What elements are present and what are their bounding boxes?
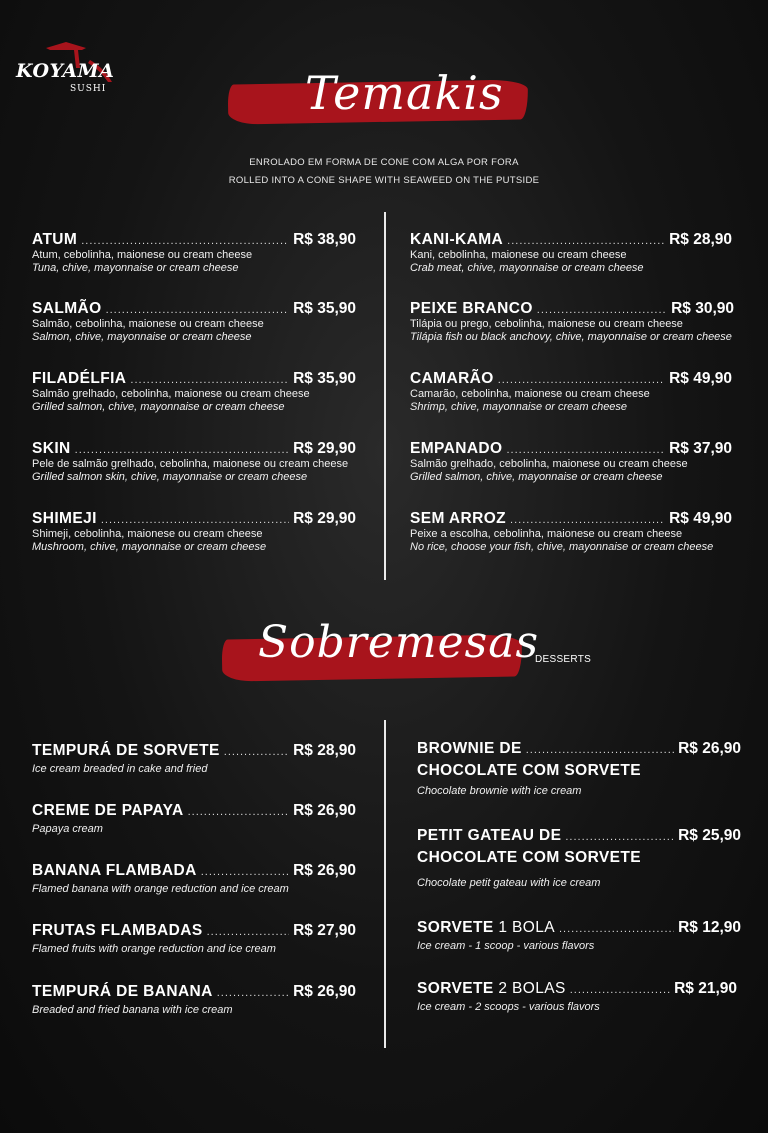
item-header [410,440,732,458]
price-text: R$ 25,90 [678,827,741,844]
en-text: Ice cream - 1 scoop - various flavors [417,940,595,952]
text-text: SORVETE [417,919,494,936]
menu-item [32,922,356,956]
price-text: R$ 35,90 [293,300,356,317]
pt-text: Salmão grelhado, cebolinha, maionese ou cream cheese [410,458,688,470]
en-text: Chocolate brownie with ice cream [417,785,582,797]
pt-text: Shimeji, cebolinha, maionese ou cream cheese [32,528,263,540]
en-text: Grilled salmon skin, chive, mayonnaise or cream cheese [32,470,308,483]
leader-dots [559,923,674,935]
item-header [410,510,732,528]
menu-item [410,300,734,343]
temakis-desc-en: ROLLED INTO A CONE SHAPE WITH SEAWEED ON THE PUTSIDE [228,175,540,186]
leader-dots [106,304,290,316]
koyama-logo [16,38,116,98]
en-text: Tilápia fish ou black anchovy, chive, mayonnaise or cream cheese [410,330,732,343]
temakis-divider [384,212,386,580]
logo-word: KOYAMA [16,60,115,82]
name-text: SHIMEJI [32,510,97,527]
name-text: SKIN [32,440,71,457]
price-text: R$ 37,90 [669,440,732,457]
item-header [417,980,737,998]
menu-item [32,862,356,896]
menu-item [32,510,356,553]
leader-dots [507,235,665,247]
en-text: Grilled salmon, chive, mayonnaise or cream cheese [410,470,663,483]
menu-item [410,440,732,483]
leader-dots [188,806,290,818]
name-text: PEIXE BRANCO [410,300,533,317]
en-text: Breaded and fried banana with ice cream [32,1004,233,1016]
item-header [32,922,356,940]
name-text: CREME DE PAPAYA [32,802,184,819]
menu-item [417,738,741,798]
leader-dots [506,444,665,456]
name-text: SALMÃO [32,300,102,317]
price-text: R$ 49,90 [669,510,732,527]
menu-item [32,983,356,1017]
price-text: R$ 38,90 [293,231,356,248]
sobremesas-subtitle: DESSERTS [535,654,592,665]
price-text: R$ 35,90 [293,370,356,387]
price-text: R$ 12,90 [678,919,741,936]
item-header [32,862,356,880]
menu-item [410,231,732,274]
price-text: R$ 28,90 [293,742,356,759]
leader-dots [201,866,289,878]
item-header [32,742,356,760]
name2-text: BROWNIE DE [417,740,522,757]
menu-item [410,510,732,553]
item-header [410,370,732,388]
name-text: ATUM [32,231,78,248]
name-text: FILADÉLFIA [32,370,127,387]
price-text: R$ 29,90 [293,440,356,457]
pt-text: Salmão grelhado, cebolinha, maionese ou cream cheese [32,388,310,400]
leader-dots [498,374,665,386]
item-header [410,231,732,249]
text-text: SORVETE [417,980,494,997]
menu-item [417,919,741,953]
price-text: R$ 26,90 [293,802,356,819]
leader-dots [217,987,289,999]
en-text: Crab meat, chive, mayonnaise or cream cheese [410,261,644,274]
price-text: R$ 27,90 [293,922,356,939]
sobremesas-title: Sobremesas [258,617,540,668]
leader-dots [207,926,290,938]
pt-text: Pele de salmão grelhado, cebolinha, maionese ou cream cheese [32,458,349,470]
name2-text: CHOCOLATE COM SORVETE [417,762,641,779]
temakis-desc-pt: ENROLADO EM FORMA DE CONE COM ALGA POR FORA [249,157,519,168]
name-text: TEMPURÁ DE SORVETE [32,742,220,759]
leader-dots [101,514,289,526]
leader-dots [75,444,289,456]
menu-item [417,825,741,890]
name-text: FRUTAS FLAMBADAS [32,922,203,939]
price-text: R$ 26,90 [678,740,741,757]
pt-text: Tilápia ou prego, cebolinha, maionese ou cream cheese [410,318,683,330]
leader-dots [565,831,674,843]
en-text: Grilled salmon, chive, mayonnaise or cream cheese [32,400,285,413]
price-text: R$ 30,90 [671,300,734,317]
leader-dots [130,374,289,386]
temakis-title: Temakis [305,66,504,120]
item-header [32,983,356,1001]
leader-dots [526,744,674,756]
name-text: BANANA FLAMBADA [32,862,197,879]
item-header [417,738,741,760]
price-text: R$ 26,90 [293,983,356,1000]
en-text: Flamed banana with orange reduction and ice cream [32,883,289,895]
pt-text: Camarão, cebolinha, maionese ou cream cheese [410,388,650,400]
price-text: R$ 26,90 [293,862,356,879]
menu-item [32,231,356,274]
name-text: TEMPURÁ DE BANANA [32,983,213,1000]
en-text: Flamed fruits with orange reduction and ice cream [32,943,276,955]
en-text: Tuna, chive, mayonnaise or cream cheese [32,261,239,274]
item-header [32,370,356,388]
menu-item [410,370,732,413]
name-text: CAMARÃO [410,370,494,387]
en-text: Mushroom, chive, mayonnaise or cream cheese [32,540,267,553]
price-text: R$ 29,90 [293,510,356,527]
en-text: No rice, choose your fish, chive, mayonnaise or cream cheese [410,540,714,553]
item-header [32,300,356,318]
en-text: Papaya cream [32,823,103,835]
leader-dots [510,514,665,526]
sobremesas-divider [384,720,386,1048]
menu-item [32,370,356,413]
logo-sub: SUSHI [70,84,107,94]
item-header [32,510,356,528]
pt-text: Peixe a escolha, cebolinha, maionese ou cream cheese [410,528,683,540]
leader-dots [81,235,289,247]
en-text: Salmon, chive, mayonnaise or cream cheese [32,330,252,343]
name-text: EMPANADO [410,440,503,457]
name2-text: CHOCOLATE COM SORVETE [417,849,641,866]
pt-text: Kani, cebolinha, maionese ou cream cheese [410,249,627,261]
menu-item [32,802,356,836]
menu-item [32,300,356,343]
en-text: Shrimp, chive, mayonnaise or cream cheese [410,400,628,413]
item-header [32,440,356,458]
menu-item [32,742,356,776]
item-header [32,231,356,249]
item-header [417,919,741,937]
en-text: Ice cream breaded in cake and fried [32,763,208,775]
price-text: R$ 28,90 [669,231,732,248]
en-text: Chocolate petit gateau with ice cream [417,877,601,889]
price-text: R$ 49,90 [669,370,732,387]
menu-item [32,440,356,483]
item-header [410,300,734,318]
leader-dots [224,746,289,758]
item-header [32,802,356,820]
leader-dots [537,304,667,316]
en-text: Ice cream - 2 scoops - various flavors [417,1001,600,1013]
pt-text: Salmão, cebolinha, maionese ou cream cheese [32,318,264,330]
name-text: SEM ARROZ [410,510,507,527]
menu-item [417,980,737,1014]
pt-text: Atum, cebolinha, maionese ou cream cheese [32,249,253,261]
price-text: R$ 21,90 [674,980,737,997]
light-text: 1 BOLA [498,919,555,936]
name-text: KANI-KAMA [410,231,504,248]
name2-text: PETIT GATEAU DE [417,827,562,844]
light-text: 2 BOLAS [498,980,566,997]
leader-dots [570,984,670,996]
item-header [417,825,741,847]
